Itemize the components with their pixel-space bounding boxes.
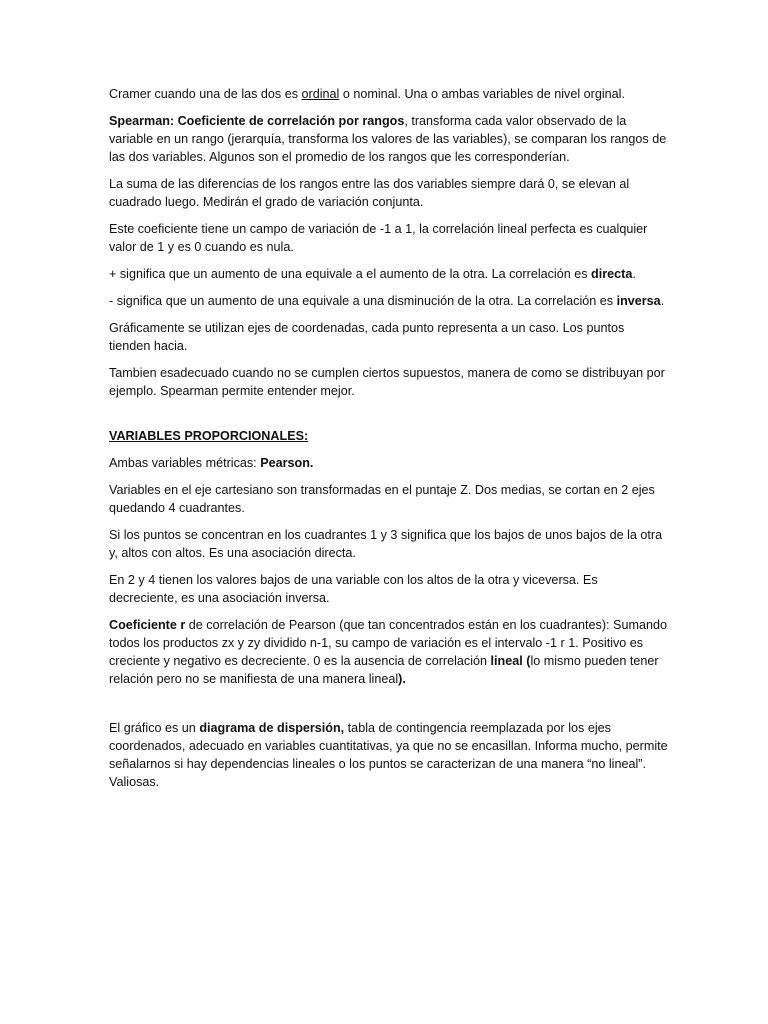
text-span: Cramer cuando una de las dos es [109, 87, 302, 101]
bold-term: Spearman: Coeficiente de correlación por rangos [109, 114, 405, 128]
bold-term: Coeficiente r [109, 618, 186, 632]
text-span: o nominal. Una o ambas variables de nivel orginal. [339, 87, 625, 101]
bold-term: inversa [616, 294, 661, 308]
text-span: de correlación de Pearson (que tan concentrados están en los cuadrantes): Sumando todos los productos zx y zy dividido n-1, su campo de variación es el intervalo -1 r 1. Positivo es creciente y negativo es decreciente. 0 es la ausencia de correlación [109, 618, 667, 668]
underlined-word: ordinal [301, 87, 340, 101]
paragraph-campo-variacion: Este coeficiente tiene un campo de variación de -1 a 1, la correlación lineal perfecta es cualquier valor de 1 y es 0 cuando es nula. [109, 222, 648, 254]
paragraph-inversa [109, 292, 669, 310]
text-span: + significa que un aumento de una equivale a el aumento de la otra. La correlación es [109, 267, 592, 281]
bold-term: diagrama de dispersión, [199, 721, 345, 735]
bold-term: Pearson. [260, 456, 314, 470]
paragraph-eje-cartesiano: Variables en el eje cartesiano son transformadas en el puntaje Z. Dos medias, se cortan en 2 ejes quedando 4 cuadrantes. [109, 483, 655, 515]
text-span: tabla de contingencia reemplazada por los ejes coordenados, adecuado en variables cuantitativas, ya que no se encasillan. Informa mucho, permite señalarnos si hay dependencias lineales o los puntos se caracterizan de una manera “no lineal”. Valiosas. [109, 721, 668, 789]
paragraph-suma-diferencias: La suma de las diferencias de los rangos entre las dos variables siempre dará 0, se elevan al cuadrado luego. Medirán el grado de variación conjunta. [109, 177, 630, 209]
paragraph-cramer [109, 85, 669, 103]
text-span: lo mismo pueden tener relación pero no se manifiesta de una manera lineal [109, 654, 659, 686]
text-span: - significa que un aumento de una equivale a una disminución de la otra. La correlación es [109, 294, 617, 308]
paragraph-coeficiente-r [109, 616, 669, 688]
document-body [109, 85, 669, 800]
paragraph-grafico-dispersion [109, 719, 669, 791]
bold-term: lineal ( [490, 654, 531, 668]
section-heading [109, 427, 669, 445]
paragraph-graficamente: Gráficamente se utilizan ejes de coordenadas, cada punto representa a un caso. Los puntos tienden hacia. [109, 321, 625, 353]
paragraph-directa [109, 265, 669, 283]
text-span: . [660, 294, 665, 308]
bold-term: ). [398, 672, 406, 686]
text-span: El gráfico es un [109, 721, 200, 735]
text-span: . [632, 267, 636, 281]
paragraph-tambien: Tambien esadecuado cuando no se cumplen ciertos supuestos, manera de como se distribuyan por ejemplo. Spearman permite entender mejor. [109, 366, 665, 398]
paragraph-spearman [109, 112, 669, 166]
bold-term: directa [591, 267, 633, 281]
heading-text: VARIABLES PROPORCIONALES: [109, 429, 309, 443]
paragraph-cuadrantes-1-3: Si los puntos se concentran en los cuadrantes 1 y 3 significa que los bajos de unos bajos de la otra y, altos con altos. Es una asociación directa. [109, 528, 663, 560]
paragraph-cuadrantes-2-4: En 2 y 4 tienen los valores bajos de una variable con los altos de la otra y viceversa. Es decreciente, es una asociación inversa. [109, 573, 598, 605]
paragraph-pearson [109, 454, 669, 472]
text-span: Ambas variables métricas: [109, 456, 261, 470]
text-span: , transforma cada valor observado de la variable en un rango (jerarquía, transforma los valores de las variables), se comparan los rangos de las dos variables. Algunos son el promedio de los rangos que les corresponderían. [109, 114, 667, 164]
